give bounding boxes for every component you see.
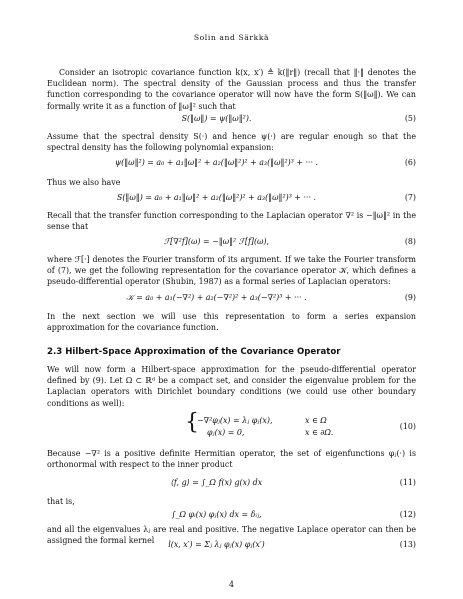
paragraph-that-is: that is,: [47, 497, 75, 506]
equation-5-number: (5): [404, 114, 416, 123]
section-heading: 2.3 Hilbert-Space Approximation of the Covariance Operator: [47, 347, 341, 357]
paragraph-hermitian: Because −∇² is a positive definite Hermitian operator, the set of eigenfunctions φⱼ(·) is orthonormal with respect to the inner product: [47, 449, 416, 470]
paragraph-thus: Thus we also have: [47, 178, 121, 187]
equation-13-formula: l(x, x′) = Σⱼ λⱼ φⱼ(x) φⱼ(x′): [168, 540, 265, 549]
equation-10-brace: {: [185, 410, 199, 435]
equation-13: [47, 540, 416, 552]
equation-10-cond-1: x ∈ Ω: [305, 416, 327, 425]
equation-5-formula: S(‖ω‖) = ψ(‖ω‖²).: [181, 114, 252, 123]
equation-10-line-2: φⱼ(x) = 0,: [207, 428, 245, 437]
equation-11-number: (11): [399, 478, 416, 487]
page-number: 4: [228, 580, 235, 589]
equation-8: [47, 237, 416, 249]
paragraph-isotropic-covariance: Consider an isotropic covariance function k(x, x′) ≜ k(‖r‖) (recall that ‖·‖ denotes the Euclidean norm). The spectral density of the Gaussian process and thus the transfer function corresponding to the covariance operator will now have the form S(‖ω‖). We can formally write it as a function of ‖ω‖² such that: [47, 68, 416, 111]
equation-6-number: (6): [404, 158, 416, 167]
paragraph-eigenvalues: and all the eigenvalues λⱼ are real and positive. The negative Laplace operator can then be assigned the formal kernel: [47, 525, 416, 546]
equation-7-number: (7): [404, 193, 416, 202]
equation-10-cond-2: x ∈ ∂Ω.: [305, 428, 334, 437]
equation-8-number: (8): [404, 237, 416, 246]
equation-8-formula: ℱ[∇²f](ω) = −‖ω‖² ℱ[f](ω),: [163, 237, 270, 246]
equation-10-line-1: −∇²φⱼ(x) = λⱼ φⱼ(x),: [197, 416, 273, 425]
paragraph-laplacian: Recall that the transfer function corresponding to the Laplacian operator ∇² is −‖ω‖² in the sense that: [47, 211, 416, 232]
paragraph-next-section: In the next section we will use this representation to form a series expansion approximation for the covariance function.: [47, 312, 416, 333]
equation-5: [47, 114, 416, 126]
equation-10: [47, 410, 416, 442]
equation-6: [47, 158, 416, 170]
equation-9-number: (9): [404, 293, 416, 302]
running-header: Solin and Särkkä: [193, 33, 270, 42]
equation-12: [47, 510, 416, 522]
equation-13-number: (13): [399, 540, 416, 549]
equation-10-number: (10): [399, 422, 416, 431]
equation-6-formula: ψ(‖ω‖²) = a₀ + a₁‖ω‖² + a₂(‖ω‖²)² + a₃(‖ω‖²)³ + ··· .: [114, 158, 319, 167]
paragraph-spectral-density: Assume that the spectral density S(·) and hence ψ(·) are regular enough so that the spectral density has the following polynomial expansion:: [47, 132, 416, 153]
equation-9: [47, 293, 416, 305]
equation-7: [47, 193, 416, 205]
equation-12-number: (12): [399, 510, 416, 519]
equation-11-formula: ⟨f, g⟩ = ∫_Ω f(x) g(x) dx: [170, 478, 263, 487]
paragraph-fourier: where ℱ[·] denotes the Fourier transform of its argument. If we take the Fourier transform of (7), we get the following representation for the covariance operator 𝒦, which defines a pseudo-differential operator (Shubin, 1987) as a formal series of Laplacian operators:: [47, 255, 416, 287]
equation-12-formula: ∫_Ω φᵢ(x) φⱼ(x) dx = δᵢⱼ,: [171, 510, 262, 519]
equation-9-formula: 𝒦 = a₀ + a₁(−∇²) + a₂(−∇²)² + a₃(−∇²)³ + ··· .: [126, 293, 307, 302]
paragraph-hilbert-space: We will now form a Hilbert-space approximation for the pseudo-differential operator defined by (9). Let Ω ⊂ ℝᵈ be a compact set, and consider the eigenvalue problem for the Laplacian operators with Dirichlet boundary conditions (we could use other boundary conditions as well):: [47, 365, 416, 408]
equation-7-formula: S(‖ω‖) = a₀ + a₁‖ω‖² + a₂(‖ω‖²)² + a₃(‖ω‖²)³ + ··· .: [116, 193, 317, 202]
equation-11: [47, 478, 416, 490]
